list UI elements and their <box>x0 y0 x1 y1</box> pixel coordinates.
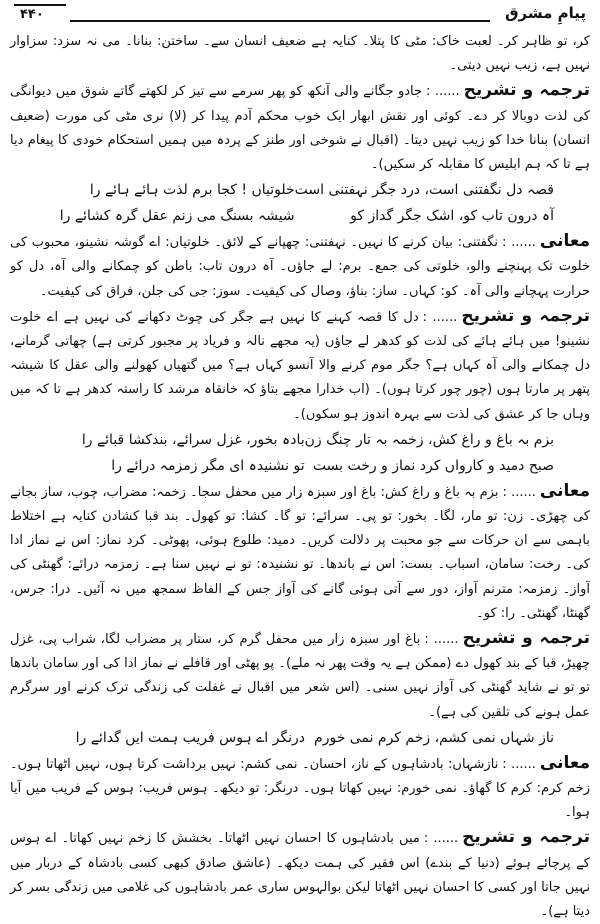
verse-couplets <box>10 725 590 751</box>
page-body <box>10 30 590 924</box>
hemistich: آہ درون تاب کو، اشک جگر گداز کو <box>350 208 554 225</box>
hemistich: درنگر اے ہوس فریب ہمت ایں گدائے را <box>75 729 305 746</box>
translation-paragraph <box>10 626 590 725</box>
translation-heading: ترجمہ و تشریح <box>463 80 590 101</box>
hemistich: قصہ دل نگفتنی است، درد جگر نہفتنی است <box>294 182 554 199</box>
translation-paragraph <box>10 825 590 924</box>
hemistich: بادہ بخور، غزل سرائے، بندکشا قبائے را <box>81 431 305 448</box>
hemistich: صبح دمید و کارواں کرد نماز و رخت بست <box>312 457 554 474</box>
meanings-paragraph <box>10 751 590 826</box>
translation-text: باغ اور سبزہ زار میں محفل گرم کر، ستار پر مضراب لگا، شراب پی، غزل چھیڑ، قبا کے بند کھول دے (ممکن ہے یہ وقت پھر نہ ملے)۔ پو پھٹی اور قافلے نے نماز ادا کی اور سامان باندھا تو تو نے شاید گھنٹی کی آواز نہیں سنی۔ (اس شعر میں اقبال نے غفلت کی زندگی ترک کرنے اور سرگرم عمل ہونے کی تلقین کی ہے)۔ <box>10 632 590 720</box>
meanings-heading: معانی <box>539 752 591 773</box>
hemistich: تو نشنیدہ ای مگر زمزمہ درائے را <box>111 457 305 474</box>
book-title: پیامِ مشرق <box>505 4 586 22</box>
heading-dots: ...... : <box>424 632 459 648</box>
hemistich: خلوتیاں ! کجا برم لذت ہائے ہائے را <box>89 182 295 199</box>
translation-paragraph <box>10 78 590 177</box>
hemistich: شیشہ بسنگ می زنم عقل گرہ کشائے را <box>59 208 295 225</box>
verse-couplets <box>10 427 590 479</box>
header-rule <box>70 20 490 22</box>
page-number: ۴۴۰ <box>14 4 66 22</box>
verse-couplets <box>10 177 590 229</box>
meanings-text: بزم بہ باغ و راغ کش: باغ اور سبزہ زار میں محفل سجا۔ زخمہ: مضراب، چوب، ساز بجانے کی چھڑی۔ زن: تو مار، لگا۔ بخور: تو پی۔ سرائے: تو گا۔ کشا: تو کھول۔ بند قبا کشادن کنایہ ہے اختلاط باہمی سے ان حرکات سے جو محبت پر دلالت کریں۔ دمید: طلوع ہوئی، پھوٹی۔ کرد نماز: اس نے نماز ادا کی۔ رخت: سامان، اسباب۔ بست: اس نے باندھا۔ تو نشنیدہ: تو نے نہیں سنا ہے۔ زمزمہ درائے: گھنٹی کی آواز۔ زمزمہ: مترنم آواز، دور سے آتی ہوئی گانے کی آواز جس کے الفاظ سمجھ میں نہ آئیں۔ درا: جرس، گھنٹا، گھنٹی۔ را: کو۔ <box>10 484 590 621</box>
translation-paragraph <box>10 304 590 427</box>
translation-text: دل کا قصہ کہنے کا نہیں ہے جگر کی چوٹ دکھانے کی نہیں ہے اے خلوت نشینو! میں ہائے ہائے کی لذت کو کدھر لے جاؤں (یہ مجھے نالہ و فریاد پر مجبور کرتی ہے) چھاتی گرمانے، دل چمکانے والی آہ کہاں ہے؟ جگر موم کرنے والا آنسو کہاں ہے؟ میں گتھیاں کھولنے والی عقل کا شیشہ پتھر پر مارتا ہوں (چور چور کرتا ہوں)۔ (اب خدارا مجھے بتاؤ کہ خانقاہ مرشد کا راستہ کدھر ہے تا کہ میں وہاں جا کر عشق کی لذت سے بہرہ اندوز ہو سکوں)۔ <box>10 309 590 422</box>
translation-text: میں بادشاہوں کا احسان نہیں اٹھاتا۔ بخشش کا زخم نہیں کھاتا۔ اے ہوس کے پرچائے ہوئے (دنیا کے بندے) اس فقیر کی ہمت دیکھ۔ (عاشق صادق کبھی کسی بادشاہ کے دربار میں نہیں جاتا اور کسی کا احسان نہیں اٹھاتا لیکن بوالہوس ساری عمر بادشاہوں کی غلامی میں زندگی بسر کر دیتا ہے)۔ <box>10 831 590 920</box>
continuation-paragraph: کر، تو ظاہر کر۔ لعبت خاک: مٹی کا پتلا۔ کنایہ ہے ضعیف انسان سے۔ ساختن: بنانا۔ می نہ سزد: سزاوار نہیں ہے، زیب نہیں دیتی۔ <box>10 34 590 74</box>
heading-dots: ...... : <box>502 484 536 500</box>
meanings-heading: معانی <box>539 231 590 252</box>
hemistich: بزم بہ باغ و راغ کش، زخمہ بہ تار چنگ زن <box>304 431 554 448</box>
heading-dots: ...... : <box>426 84 460 100</box>
meanings-heading: معانی <box>539 480 590 501</box>
translation-heading: ترجمہ و تشریح <box>462 628 590 649</box>
translation-heading: ترجمہ و تشریح <box>461 305 590 326</box>
heading-dots: ...... : <box>502 756 536 772</box>
meanings-text: نازشہاں: بادشاہوں کے ناز، احسان۔ نمی کشم: نہیں برداشت کرتا ہوں، نہیں اٹھاتا ہوں۔ زخم کرم: کرم کا گھاؤ۔ نمی خورم: نہیں کھاتا ہوں۔ درنگر: تو دیکھ۔ ہوس فریب: ہوس کے فریب میں آیا ہوا۔ <box>10 756 590 821</box>
translation-text: جادو جگانے والی آنکھ کو پھر سرمے سے تیز کر لکھتے گاتے شوق میں دیوانگی کی لذت دوبالا کر دے۔ کوئی اور نقش ابھار ایک خوب محکم آدم پیدا کر (لا) نری مٹی کی مورت (ضعیف انسان) بنانا خدا کو زیب نہیں دیتا۔ (اقبال نے شوخی اور طنز کے پردہ میں ہمیں استحکام خودی کا پیغام دیا ہے تا کہ ہم ابلیس کا مقابلہ کر سکیں)۔ <box>10 84 590 173</box>
heading-dots: ...... : <box>423 831 459 847</box>
heading-dots: ...... : <box>502 235 536 251</box>
running-header <box>10 0 590 30</box>
meanings-paragraph <box>10 229 590 304</box>
hemistich: ناز شہاں نمی کشم، زخم کرم نمی خورم <box>314 729 554 746</box>
meanings-paragraph <box>10 479 590 626</box>
meanings-text: نگفتنی: بیان کرنے کا نہیں۔ نہفتنی: چھپانے کے لائق۔ خلوتیاں: اے گوشہ نشینو، محبوب کی خلوت تک پہنچنے والو، خلوتی کی جمع۔ برم: لے جاؤں۔ آہ درون تاب: باطن کو چمکانے والی آہ، دل کو حرارت پہچانے والی آہ۔ کو: کہاں۔ ساز: بناؤ، وصال کی کیفیت۔ سوز: جی کی جلن، فراق کی کیفیت۔ <box>10 235 590 299</box>
heading-dots: ...... : <box>422 309 458 325</box>
translation-heading: ترجمہ و تشریح <box>462 827 591 848</box>
